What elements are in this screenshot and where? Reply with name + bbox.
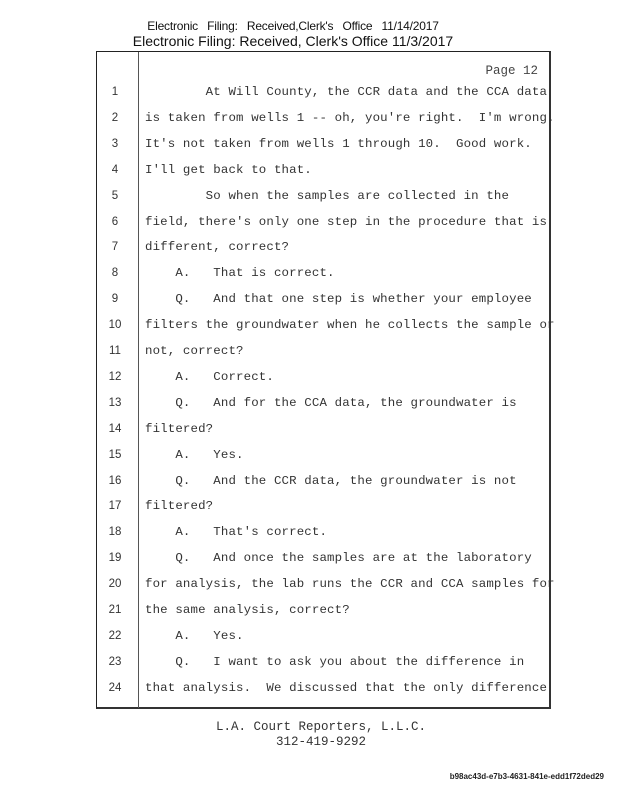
line-number: 6 — [111, 215, 119, 228]
transcript-line-text: A. Yes. — [145, 628, 244, 643]
page-number: Page 12 — [485, 64, 538, 78]
line-number: 15 — [108, 448, 122, 461]
line-number: 5 — [111, 189, 119, 202]
document-hash: b98ac43d-e7b3-4631-841e-edd1f72ded29 — [449, 772, 604, 781]
court-reporter-phone: 312-419-9292 — [275, 735, 366, 749]
line-number: 20 — [108, 578, 122, 591]
transcript-line-text: Q. And the CCR data, the groundwater is not — [145, 473, 517, 488]
line-number: 18 — [108, 526, 122, 539]
transcript-line-text: not, correct? — [145, 344, 244, 358]
line-number: 16 — [108, 474, 122, 487]
line-number: 8 — [111, 267, 119, 280]
line-number: 7 — [111, 241, 119, 254]
transcript-line-text: A. Yes. — [145, 447, 244, 462]
transcript-line-text: filtered? — [145, 421, 214, 436]
line-number: 23 — [108, 655, 122, 668]
filing-stamp-secondary: Electronic Filing: Received, Clerk's Office 11/3/2017 — [132, 33, 454, 49]
line-number: 13 — [108, 396, 122, 409]
transcript-line-text: Q. And for the CCA data, the groundwater is — [145, 395, 517, 410]
transcript-line-text: filters the groundwater when he collects the sample or — [145, 318, 555, 333]
line-number: 2 — [111, 111, 119, 124]
transcript-line-text: for analysis, the lab runs the CCR and CCA samples for — [145, 577, 555, 592]
line-number: 14 — [108, 422, 122, 435]
line-number: 11 — [109, 345, 121, 357]
transcript-line-text: is taken from wells 1 -- oh, you're right. I'm wrong. — [145, 110, 555, 125]
line-number: 10 — [108, 319, 122, 332]
transcript-line-text: Q. And once the samples are at the laboratory — [145, 551, 532, 566]
transcript-line-text: A. Correct. — [145, 369, 274, 384]
transcript-line-text: the same analysis, correct? — [145, 603, 350, 617]
court-reporter-name: L.A. Court Reporters, L.L.C. — [215, 720, 427, 734]
transcript-line-text: filtered? — [145, 499, 214, 514]
transcript-line-text: Q. I want to ask you about the difference in — [145, 654, 525, 669]
transcript-line-text: At Will County, the CCR data and the CCA data — [145, 85, 548, 99]
transcript-line-text: I'll get back to that. — [145, 162, 312, 177]
line-number: 9 — [111, 293, 119, 306]
transcript-line-text: field, there's only one step in the procedure that is — [145, 214, 548, 229]
line-number: 12 — [108, 370, 122, 383]
line-number: 19 — [108, 552, 122, 565]
line-number: 1 — [111, 86, 119, 98]
transcript-line-text: A. That is correct. — [145, 266, 335, 281]
line-number: 24 — [108, 681, 122, 694]
line-number: 22 — [108, 629, 122, 642]
transcript-line-text: Q. And that one step is whether your employee — [145, 292, 532, 307]
line-number: 3 — [111, 137, 119, 150]
transcript-line-text: A. That's correct. — [145, 525, 328, 540]
transcript-line-text: It's not taken from wells 1 through 10. Good work. — [145, 136, 532, 151]
transcript-line-text: So when the samples are collected in the — [145, 188, 510, 203]
filing-stamp-primary: Electronic Filing: Received,Clerk's Office 11/14/2017 — [147, 19, 439, 33]
transcript-line-text: different, correct? — [145, 240, 290, 255]
line-number: 4 — [111, 163, 119, 176]
line-number-margin-rule — [138, 52, 139, 708]
transcript-line-text: that analysis. We discussed that the only difference — [145, 680, 548, 695]
line-number: 21 — [108, 604, 122, 616]
line-number: 17 — [108, 500, 122, 513]
